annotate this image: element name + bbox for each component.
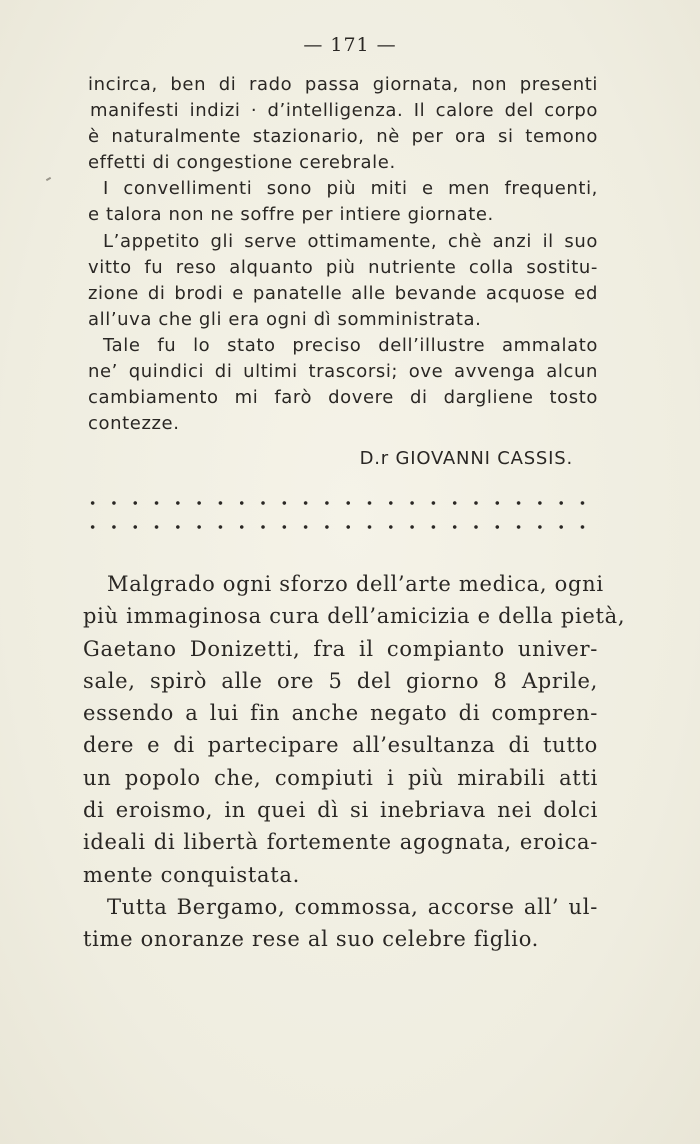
narrative-text xyxy=(83,568,626,956)
narrative-line: Tutta Bergamo, commossa, accorse all’ ul- xyxy=(107,894,598,919)
dotted-separator xyxy=(82,525,602,529)
letter-line: L’appetito gli serve ottimamente, chè anzi il suo xyxy=(103,230,598,252)
letter-line: Tale fu lo stato preciso dell’illustre ammalato xyxy=(103,334,598,356)
letter-line: ne’ quindici di ultimi trascorsi; ove avvenga alcun xyxy=(88,361,598,383)
letter-line: cambiamento mi farò dovere di dargliene tosto xyxy=(88,387,598,409)
letter-line: vitto fu reso alquanto più nutriente colla sostitu- xyxy=(88,256,598,278)
letter-line: zione di brodi e panatelle alle bevande acquose ed xyxy=(88,282,598,304)
dotted-separator xyxy=(82,501,602,505)
narrative-line: mente conquistata. xyxy=(83,862,300,887)
narrative-line: di eroismo, in quei dì si inebriava nei dolci xyxy=(83,798,598,823)
letter-line: manifesti indizi · d’intelligenza. Il calore del corpo xyxy=(90,100,598,122)
narrative-line: time onoranze rese al suo celebre figlio. xyxy=(83,927,540,952)
letter-line: all’uva che gli era ogni dì somministrata. xyxy=(88,308,482,330)
narrative-line: ideali di libertà fortemente agognata, eroica- xyxy=(83,830,598,855)
narrative-line: essendo a lui fin anche negato di compren- xyxy=(83,701,598,726)
letter-line: effetti di congestione cerebrale. xyxy=(88,152,396,174)
page-number: — 171 — xyxy=(303,34,397,56)
letter-line: I convellimenti sono più miti e men frequenti, xyxy=(103,178,598,200)
narrative-line: Malgrado ogni sforzo dell’arte medica, ogni xyxy=(107,572,604,596)
letter-line: e talora non ne soffre per intiere giornate. xyxy=(88,204,494,226)
narrative-line: un popolo che, compiuti i più mirabili atti xyxy=(83,765,598,790)
letter-line: è naturalmente stazionario, nè per ora si temono xyxy=(88,126,598,148)
letter-line: contezze. xyxy=(88,413,180,435)
narrative-line: più immaginosa cura dell’amicizia e della pietà, xyxy=(83,604,626,629)
letter-text xyxy=(88,72,598,437)
narrative-line: dere e di partecipare all’esultanza di tutto xyxy=(83,733,598,758)
signature: D.r GIOVANNI CASSIS. xyxy=(359,448,573,469)
narrative-line: Gaetano Donizetti, fra il compianto univer- xyxy=(83,636,598,661)
letter-line: incirca, ben di rado passa giornata, non presenti xyxy=(88,74,598,95)
paper-speck xyxy=(46,177,51,181)
narrative-line: sale, spirò alle ore 5 del giorno 8 Aprile, xyxy=(83,668,598,693)
